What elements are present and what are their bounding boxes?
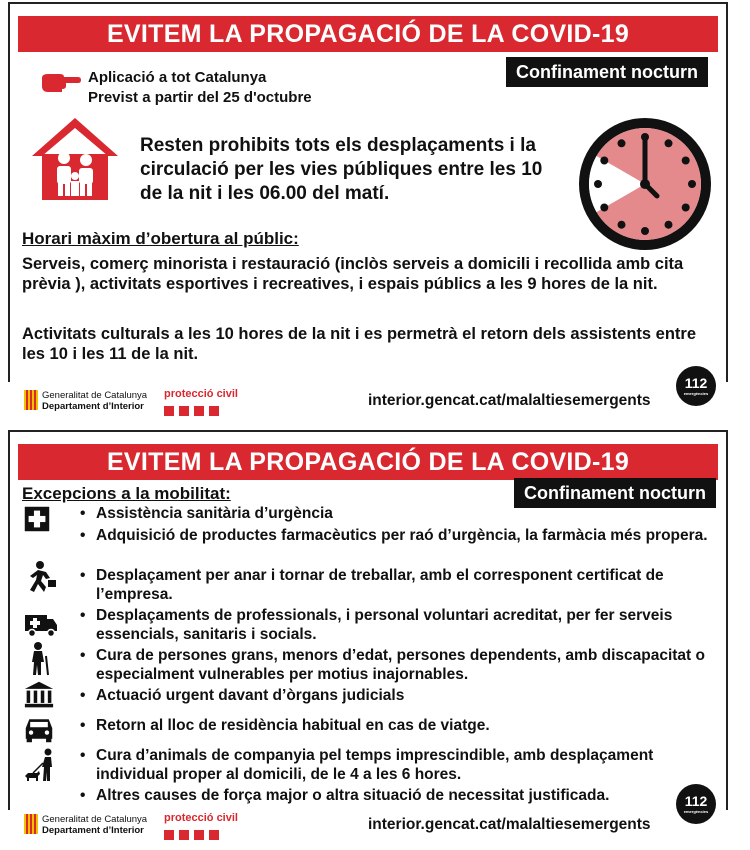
department-name: Departament d’Interior [42,825,144,836]
scope-text [88,68,312,108]
department-name: Departament d’Interior [42,401,144,412]
exception-item [24,504,714,526]
opening-hours-culture: Activitats culturals a les 10 hores de la nit i es permetrà el retorn dels assistents entre les 10 i les 11 de la nit. [22,325,697,363]
panel-footer [8,382,724,422]
curfew-badge: Confinament nocturn [506,57,708,87]
emergency-label: emergències [683,809,709,814]
emergency-label: emergències [683,391,709,396]
exception-item [24,716,714,746]
exception-text: • Altres causes de força major o altra situació de necessitat justificada. [96,786,714,805]
courthouse-icon [24,680,54,710]
opening-hours-title: Horari màxim d’obertura al públic: [22,229,299,248]
proteccio-civil-bars-icon [164,403,238,421]
dog-walking-icon [24,748,58,782]
exception-item [24,526,714,566]
exception-item [24,746,714,786]
night-curfew-panel [8,2,728,382]
emergency-number: 112 [684,793,708,809]
house-family-icon [30,116,120,200]
panel-banner: EVITEM LA PROPAGACIÓ DE LA COVID-19 [18,444,718,480]
proteccio-civil-text: protecció civil [164,812,238,824]
mobility-exceptions-panel [8,430,728,810]
info-url: interior.gencat.cat/malaltiesemergents [368,816,651,833]
emergency-number: 112 [684,375,708,391]
ambulance-icon [24,606,58,640]
proteccio-civil-text: protecció civil [164,388,238,400]
scope-line-1: Aplicació a tot Catalunya [88,69,267,86]
exception-text: • Actuació urgent davant d’òrgans judicials [96,686,714,705]
exceptions-list [24,504,714,808]
exception-item [24,786,714,808]
exception-text: • Desplaçaments de professionals, i personal voluntari acreditat, per fer serveis essencials, sanitaris i socials. [96,606,714,644]
generalitat-text [42,814,147,836]
exceptions-title: Excepcions a la mobilitat: [22,484,231,503]
generalitat-logo-icon [24,814,38,834]
exception-item [24,566,714,606]
exception-text: • Adquisició de productes farmacèutics per raó d’urgència, la farmàcia més propera. [96,526,714,545]
curfew-badge: Confinament nocturn [514,478,716,508]
exception-text: • Retorn al lloc de residència habitual en cas de viatge. [96,716,714,735]
generalitat-name: Generalitat de Catalunya [42,390,148,401]
exception-text: • Desplaçament per anar i tornar de treballar, amb el corresponent certificat de l’empresa. [96,566,714,604]
elderly-person-icon [24,642,58,676]
exception-text: • Cura de persones grans, menors d’edat, persones dependents, amb discapacitat o especialment vulnerables per motius inajornables. [96,646,714,684]
curfew-prohibition: Resten prohibits tots els desplaçaments i la circulació per les vies públiques entre les 10 de la nit i les 06.00 del matí. [140,135,543,204]
clock-icon [575,114,715,254]
generalitat-text [42,390,147,412]
proteccio-civil-logo [164,388,238,421]
running-person-icon [24,560,58,594]
scope-line-2: Previst a partir del 25 d'octubre [88,89,312,106]
panel-banner: EVITEM LA PROPAGACIÓ DE LA COVID-19 [18,16,718,52]
proteccio-civil-bars-icon [164,827,238,845]
exception-text: • Assistència sanitària d’urgència [96,504,714,523]
panel-footer [8,806,724,846]
car-icon [24,714,54,744]
generalitat-logo-icon [24,390,38,410]
exception-text: • Cura d’animals de companyia pel temps imprescindible, amb desplaçament individual proper al domicili, de le 4 a les 6 hores. [96,746,714,784]
proteccio-civil-logo [164,812,238,845]
pointing-hand-icon [40,72,82,94]
exception-item [24,686,714,716]
exception-item [24,646,714,686]
opening-hours-services: Serveis, comerç minorista i restauració (inclòs serveis a domicili i recollida amb cita prèvia ), activitats esportives i recreatives, i espais públics a les 9 hores de la nit. [22,255,684,293]
info-url: interior.gencat.cat/malaltiesemergents [368,392,651,409]
generalitat-name: Generalitat de Catalunya [42,814,148,825]
exception-item [24,606,714,646]
